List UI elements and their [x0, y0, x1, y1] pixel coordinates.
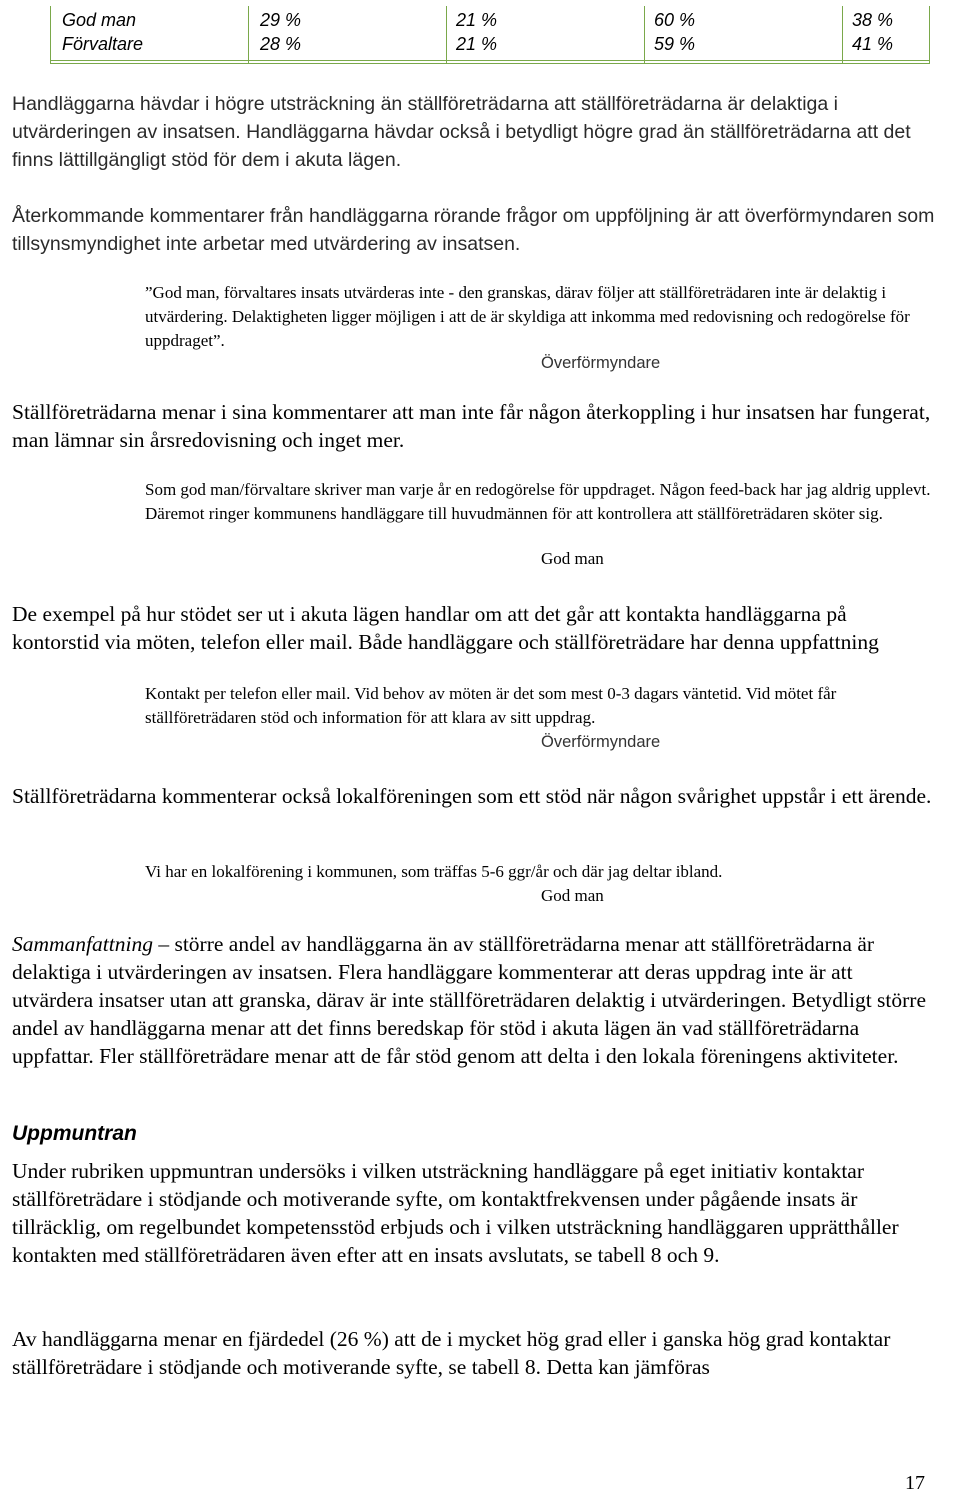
quote: Vi har en lokalförening i kommunen, som träffas 5-6 ggr/år och där jag deltar ibland.	[145, 862, 723, 881]
paragraph: Ställföreträdarna menar i sina kommentarer att man inte får någon återkoppling i hur insatsen har fungerat, man lämnar sin årsredovisning och inget mer.	[12, 400, 931, 452]
paragraph: Under rubriken uppmuntran undersöks i vilken utsträckning handläggare på eget initiativ kontaktar ställföreträdare i stödjande och motiverande syfte, om kontaktfrekvensen under pågående insats är tillräcklig, om regelbundet kompetensstöd erbjuds och i vilken utsträckning handläggaren upprätthåller kontakten med ställföreträdaren även efter att en insats avslutats, se tabell 8 och 9.	[12, 1159, 899, 1267]
quote: Som god man/förvaltare skriver man varje år en redogörelse för uppdraget. Någon feed-back har jag aldrig upplevt. Däremot ringer kommunens handläggare till huvudmännen för att kontrollera att ställföreträdaren sköter sig.	[145, 480, 931, 523]
quote-attribution: Överförmyndare	[541, 733, 661, 751]
table-cell: 38 %	[852, 10, 894, 30]
page-number: 17	[905, 1472, 925, 1494]
table-cell: 41 %	[852, 34, 894, 54]
paragraph: Återkommande kommentarer från handläggarna rörande frågor om uppföljning är att överförmyndaren som tillsynsmyndighet inte arbetar med utvärdering av insatsen.	[12, 205, 935, 255]
table-cell: 59 %	[654, 34, 696, 54]
table-cell: 28 %	[260, 34, 302, 54]
table-cell: 21 %	[456, 34, 498, 54]
summary-paragraph	[12, 930, 937, 1070]
quote-attribution: God man	[541, 549, 604, 568]
table-bottom-rule	[50, 60, 930, 61]
results-table	[50, 6, 930, 64]
table-row	[50, 34, 930, 58]
paragraph: Handläggarna hävdar i högre utsträckning än ställföreträdarna att ställföreträdarna är delaktiga i utvärderingen av insatsen. Handläggarna hävdar också i betydligt högre grad än ställföreträdarna att det finns lättillgängligt stöd för dem i akuta lägen.	[12, 93, 911, 171]
row-label: God man	[62, 10, 137, 30]
table-row	[50, 10, 930, 34]
table-cell: 21 %	[456, 10, 498, 30]
table-cell: 60 %	[654, 10, 696, 30]
paragraph: Ställföreträdarna kommenterar också lokalföreningen som ett stöd när någon svårighet uppstår i ett ärende.	[12, 784, 932, 808]
table-bottom-rule	[50, 63, 930, 64]
quote: ”God man, förvaltares insats utvärderas inte - den granskas, därav följer att ställföreträdaren inte är delaktig i utvärdering. Delaktigheten ligger möjligen i att de är skyldiga att inkomma med redovisning och redogörelse för uppdraget”.	[145, 283, 910, 350]
summary-text: – större andel av handläggarna än av ställföreträdarna menar att ställföreträdarna är delaktiga i utvärderingen av insatsen. Flera handläggare kommenterar att deras uppdrag inte är att utvärdera insatser utan att granska, därav är inte ställföreträdaren delaktig i utvärderingen. Betydligt större andel av handläggarna menar att det finns beredskap för stöd i akuta lägen än vad ställföreträdarna uppfattar. Fler ställföreträdare menar att de får stöd genom att delta i den lokala föreningens aktiviteter.	[12, 932, 926, 1068]
paragraph: Av handläggarna menar en fjärdedel (26 %) att de i mycket hög grad eller i ganska hög grad kontaktar ställföreträdare i stödjande och motiverande syfte, se tabell 8. Detta kan jämföras	[12, 1327, 891, 1379]
section-heading: Uppmuntran	[12, 1122, 137, 1145]
table-cell: 29 %	[260, 10, 302, 30]
quote-attribution: Överförmyndare	[541, 354, 661, 372]
quote: Kontakt per telefon eller mail. Vid behov av möten är det som mest 0-3 dagars väntetid. Vid mötet får ställföreträdaren stöd och information för att klara av sitt uppdrag.	[145, 684, 837, 727]
quote-attribution: God man	[541, 886, 604, 905]
paragraph: De exempel på hur stödet ser ut i akuta lägen handlar om att det går att kontakta handläggarna på kontorstid via möten, telefon eller mail. Både handläggare och ställföreträdare har denna uppfattning	[12, 602, 879, 654]
summary-label: Sammanfattning	[12, 932, 153, 956]
row-label: Förvaltare	[62, 34, 144, 54]
